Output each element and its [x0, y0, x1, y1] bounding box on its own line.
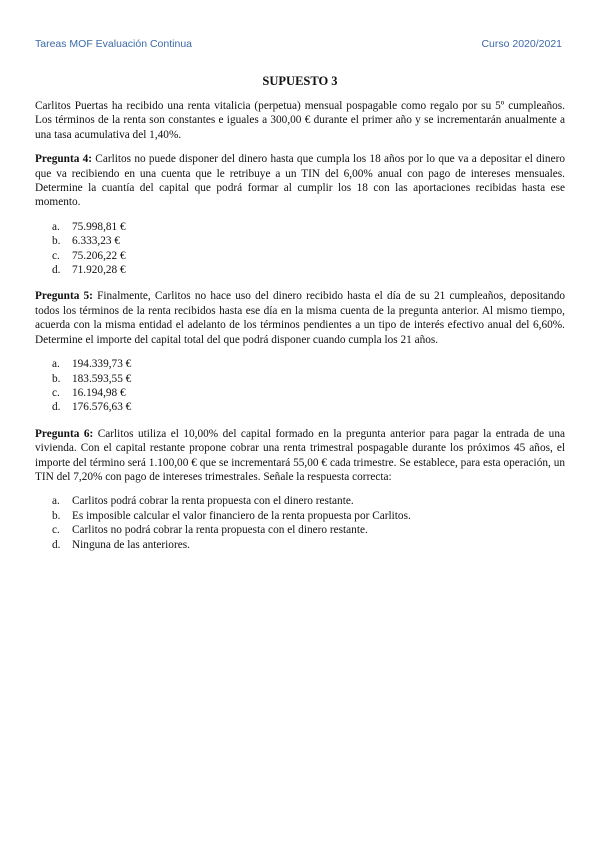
document-body [35, 99, 565, 564]
question-text: Carlitos utiliza el 10,00% del capital formado en la pregunta anterior para pagar la entrada de una vivienda. Con el capital restante propone cobrar una renta trimestral pospagable durante los próximos 45 años, el importe del término será 1.100,00 € que se incrementará 55,00 € cada trimestre. Se establece, para esta operación, un TIN del 7,20% con pago de intereses trimestrales. Señale la respuesta correcta: [35, 427, 565, 483]
option-letter: b. [52, 509, 61, 522]
question-text: Carlitos no puede disponer del dinero hasta que cumpla los 18 años por lo que va a depositar el dinero que va recibiendo en una cuenta que le retribuye a un TIN del 6,00% anual con pago de intereses mensuales. Determine la cuantía del capital que podrá formar al cumplir los 18 con las aportaciones recibidas hasta ese momento. [35, 153, 566, 209]
option-item[interactable] [52, 538, 565, 552]
option-letter: c. [52, 249, 60, 262]
question-4-options [35, 220, 565, 278]
option-item[interactable] [52, 372, 565, 386]
question-6-options [35, 494, 565, 552]
option-letter: d. [52, 538, 61, 551]
option-letter: b. [52, 372, 61, 385]
question-4 [35, 152, 565, 210]
question-label: Pregunta 6: [35, 427, 94, 440]
option-letter: d. [52, 264, 61, 277]
option-text: Es imposible calcular el valor financiero de la renta propuesta por Carlitos. [72, 509, 411, 522]
option-letter: d. [52, 401, 61, 414]
option-item[interactable] [52, 263, 565, 277]
option-text: 16.194,98 € [72, 386, 126, 399]
option-item[interactable] [52, 234, 565, 248]
option-letter: c. [52, 386, 60, 399]
question-5-options [35, 357, 565, 415]
option-text: 71.920,28 € [72, 264, 126, 277]
question-text: Finalmente, Carlitos no hace uso del dinero recibido hasta el día de su 21 cumpleaños, depositando todos los términos de la renta recibidos hasta ese día en la misma cuenta de la pregunta anterior. Al mismo tiempo, acuerda con la misma entidad el adelanto de los términos pendientes a un tipo de interés efectivo anual del 6,60%. Determine el importe del capital total del que podrá disponer cuando cumpla los 21 años. [35, 290, 565, 346]
option-letter: a. [52, 495, 60, 508]
header-course-year: Curso 2020/2021 [481, 38, 562, 50]
option-item[interactable] [52, 400, 565, 414]
option-item[interactable] [52, 523, 565, 537]
option-item[interactable] [52, 357, 565, 371]
option-item[interactable] [52, 509, 565, 523]
option-item[interactable] [52, 386, 565, 400]
option-letter: b. [52, 235, 61, 248]
case-intro: Carlitos Puertas ha recibido una renta vitalicia (perpetua) mensual pospagable como regalo por su 5º cumpleaños. Los términos de la renta son constantes e iguales a 300,00 € durante el primer año y se incrementarán anualmente a una tasa acumulativa del 1,40%. [35, 100, 565, 141]
page-header [35, 38, 562, 50]
case-title: SUPUESTO 3 [262, 74, 338, 88]
option-item[interactable] [52, 220, 565, 234]
option-text: 183.593,55 € [72, 372, 132, 385]
option-text: 75.206,22 € [72, 249, 126, 262]
option-text: 75.998,81 € [72, 220, 126, 233]
question-6 [35, 427, 565, 485]
option-item[interactable] [52, 249, 565, 263]
option-text: 194.339,73 € [72, 358, 132, 371]
option-letter: a. [52, 358, 60, 371]
option-item[interactable] [52, 494, 565, 508]
question-5 [35, 289, 565, 347]
option-letter: a. [52, 220, 60, 233]
option-letter: c. [52, 524, 60, 537]
option-text: 176.576,63 € [72, 401, 132, 414]
question-label: Pregunta 4: [35, 153, 93, 166]
option-text: Carlitos no podrá cobrar la renta propuesta con el dinero restante. [72, 524, 368, 537]
option-text: Carlitos podrá cobrar la renta propuesta con el dinero restante. [72, 495, 354, 508]
question-label: Pregunta 5: [35, 290, 93, 303]
option-text: Ninguna de las anteriores. [72, 538, 190, 551]
header-course-title: Tareas MOF Evaluación Continua [35, 38, 192, 50]
option-text: 6.333,23 € [72, 235, 121, 248]
